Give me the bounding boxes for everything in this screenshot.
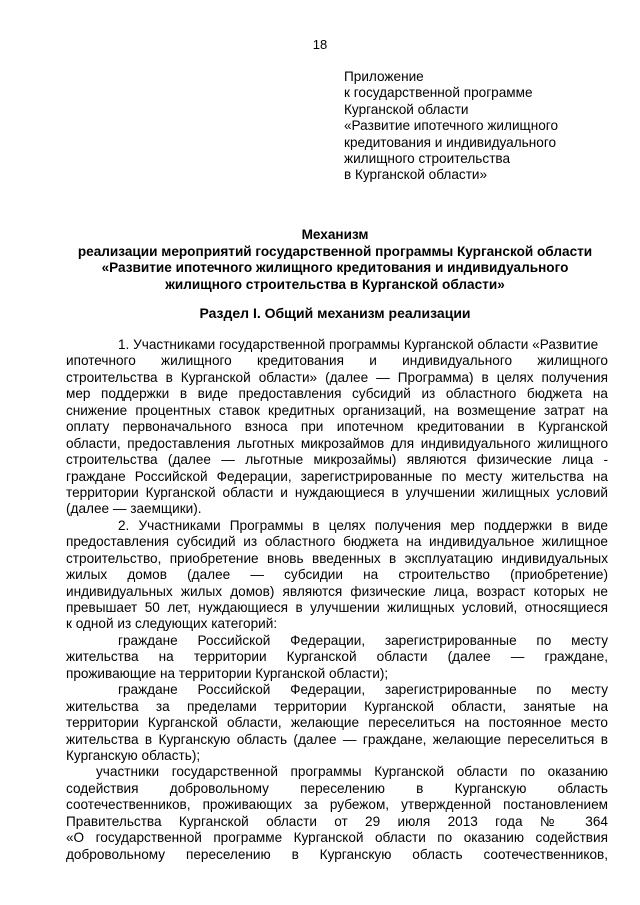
document-heading (60, 227, 610, 293)
body-line: строительства в Курганской области» (далее — Программа) в целях получения (66, 369, 608, 385)
body-line: ипотечного жилищного кредитования и индивидуального жилищного (66, 353, 608, 369)
body-line: к одной из следующих категорий: (66, 616, 278, 632)
body-line: жительства в Курганскую область (далее — граждане, желающие переселиться в (66, 731, 608, 747)
appendix-line: жилищного строительства (344, 151, 511, 167)
body-line: граждане Российской Федерации, зарегистрированные по месту (118, 682, 608, 698)
heading-line: «Развитие ипотечного жилищного кредитования и индивидуального (101, 260, 569, 276)
body-line: содействия добровольному переселению в Курганскую область (66, 780, 608, 796)
body-line: мер поддержки в виде предоставления субсидий из областного бюджета на (66, 386, 608, 402)
body-line: области, предоставления льготных микрозаймов для индивидуального жилищного (66, 435, 608, 451)
body-line: территории Курганской области и нуждающиеся в улучшении жилищных условий (66, 484, 608, 500)
body-line: снижение процентных ставок кредитных организаций, на возмещение затрат на (66, 402, 608, 418)
body-line: строительства (далее — льготные микрозаймы) являются физические лица - (66, 452, 608, 468)
body-line: граждане Российской Федерации, зарегистрированные по месту жительства на (66, 468, 608, 484)
page-number: 18 (312, 37, 328, 52)
body-line: индивидуальных жилых домов) являются физические лица, возраст которых не (66, 583, 608, 599)
body-line: 1. Участниками государственной программы Курганской области «Развитие (118, 337, 599, 352)
body-text (66, 337, 608, 863)
body-line: Правительства Курганской области от 29 июля 2013 года № 364 (66, 813, 608, 829)
body-line: 2. Участниками Программы в целях получения мер поддержки в виде (118, 517, 608, 533)
heading-line: Механизм (301, 227, 369, 242)
body-line: оплату первоначального взноса при ипотечном кредитовании в Курганской (66, 419, 608, 435)
body-line: добровольному переселению в Курганскую область соотечественников, (66, 846, 608, 862)
appendix-line: в Курганской области» (344, 167, 488, 183)
appendix-line: кредитования и индивидуального (344, 134, 557, 150)
body-line: «О государственной программе Курганской области по оказанию содействия (66, 830, 608, 846)
body-line: граждане Российской Федерации, зарегистрированные по месту (118, 632, 608, 648)
appendix-line: Приложение (344, 69, 424, 84)
body-line: превышает 50 лет, нуждающиеся в улучшении жилищных условий, относящиеся (66, 600, 608, 615)
body-line: Курганскую область); (66, 747, 201, 763)
body-line: жительства за пределами территории Курганской области, занятые на (66, 698, 608, 714)
body-line: соотечественников, проживающих за рубежом, утвержденной постановлением (66, 797, 608, 813)
body-line: жительства на территории Курганской области (далее — граждане, (66, 649, 608, 665)
body-line: участники государственной программы Курганской области по оказанию (96, 764, 608, 780)
body-line: предоставления субсидий из областного бюджета на индивидуальное жилищное (66, 534, 608, 550)
body-line: проживающие на территории Курганской области); (66, 665, 389, 681)
appendix-line: к государственной программе (344, 85, 533, 101)
body-line: территории Курганской области, желающие переселиться на постоянное место (66, 715, 608, 731)
section-title: Раздел I. Общий механизм реализации (199, 305, 471, 321)
appendix-line: Курганской области (344, 101, 469, 117)
body-line: (далее — заемщики). (66, 501, 202, 517)
body-line: жилых домов (далее — субсидии на строительство (приобретение) (66, 567, 608, 583)
appendix-line: «Развитие ипотечного жилищного (344, 118, 559, 134)
body-line: строительство, приобретение вновь введенных в эксплуатацию индивидуальных (66, 550, 608, 566)
heading-line: жилищного строительства в Курганской области» (165, 276, 505, 292)
heading-line: реализации мероприятий государственной программы Курганской области (77, 243, 593, 259)
appendix-block (344, 69, 624, 184)
